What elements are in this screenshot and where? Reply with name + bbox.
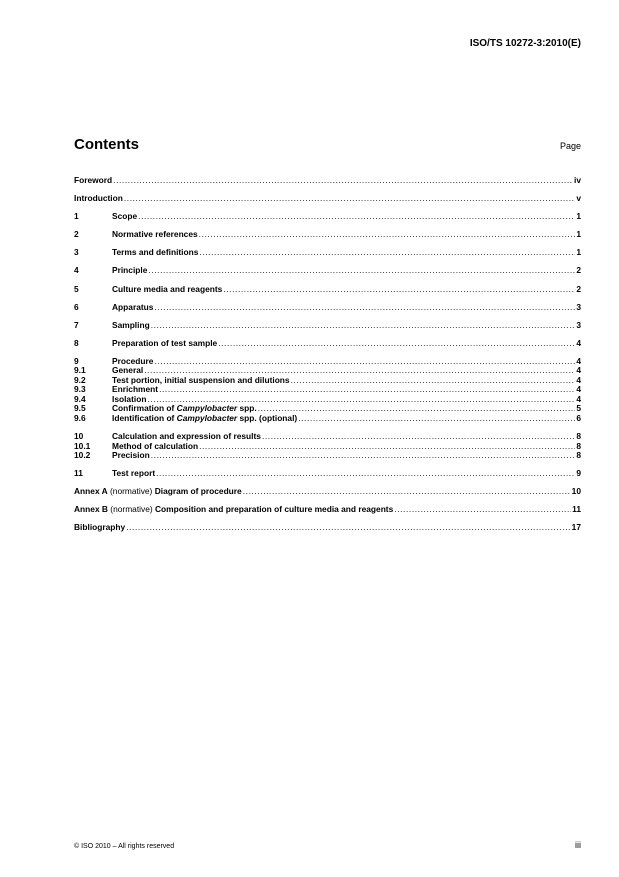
toc-entry-page: 3 — [576, 319, 581, 330]
toc-entry-page: 3 — [576, 301, 581, 312]
toc-entry-title: Culture media and reagents — [112, 283, 223, 294]
toc-entry-title: Introduction — [74, 193, 123, 204]
toc-entry-page: 1 — [576, 211, 581, 222]
toc-leader-dots — [148, 266, 575, 276]
toc-leader-dots — [218, 339, 575, 349]
toc-entry[interactable] — [74, 442, 581, 452]
toc-entry-page: 8 — [576, 450, 581, 461]
toc-entry-page: 4 — [576, 384, 581, 395]
toc-leader-dots — [258, 404, 576, 414]
toc-entry-title: Apparatus — [112, 301, 154, 312]
toc-annex-entry[interactable] — [74, 505, 581, 515]
page-column-label: Page — [559, 141, 581, 151]
toc-entry[interactable] — [74, 451, 581, 461]
toc-entry-title: Identification of Campylobacter spp. (optional) — [112, 412, 298, 423]
toc-leader-dots — [151, 321, 576, 331]
copyright-notice: © ISO 2010 – All rights reserved — [74, 843, 175, 850]
toc-entry-page: 2 — [576, 265, 581, 276]
toc-entry[interactable] — [74, 357, 581, 367]
toc-entry[interactable] — [74, 339, 581, 349]
toc-entry-number: 10 — [74, 431, 84, 442]
toc-entry-number: 10.2 — [74, 450, 91, 461]
toc-leader-dots — [291, 376, 576, 386]
toc-entry-page: 9 — [576, 468, 581, 479]
toc-annex-title: Annex B (normative) Composition and preparation of culture media and reagents — [74, 504, 394, 515]
toc-leader-dots — [113, 176, 573, 186]
toc-entry[interactable] — [74, 469, 581, 479]
toc-leader-dots — [199, 230, 576, 240]
toc-leader-dots — [154, 357, 575, 367]
toc-entry-number: 3 — [74, 247, 79, 258]
toc-entry-title: Test portion, initial suspension and dilutions — [112, 374, 290, 385]
toc-entry-title: Confirmation of Campylobacter spp. — [112, 403, 257, 414]
toc-entry[interactable] — [74, 303, 581, 313]
toc-leader-dots — [199, 442, 575, 452]
toc-entry-page: 8 — [576, 431, 581, 442]
toc-entry-page: iv — [574, 175, 581, 185]
toc-entry-page: 2 — [576, 283, 581, 294]
toc-entry-number: 7 — [74, 319, 79, 330]
table-of-contents — [74, 176, 581, 533]
toc-leader-dots — [154, 303, 575, 313]
toc-entry-number: 11 — [74, 468, 83, 479]
toc-entry-title: Precision — [112, 450, 150, 461]
toc-annex-entry[interactable] — [74, 487, 581, 497]
toc-entry-title: Calculation and expression of results — [112, 431, 261, 442]
toc-leader-dots — [156, 469, 575, 479]
toc-entry-title: Terms and definitions — [112, 247, 199, 258]
toc-leader-dots — [138, 212, 575, 222]
toc-leader-dots — [298, 414, 575, 424]
toc-entry-title: Test report — [112, 468, 156, 479]
toc-leader-dots — [394, 505, 571, 515]
toc-entry-title: Procedure — [112, 355, 154, 366]
toc-annex-page: 11 — [572, 504, 581, 515]
toc-entry-title: Normative references — [112, 229, 198, 240]
toc-entry-title: Sampling — [112, 319, 150, 330]
toc-entry[interactable] — [74, 230, 581, 240]
toc-entry-number: 6 — [74, 301, 79, 312]
toc-entry-title: Principle — [112, 265, 148, 276]
toc-entry-page: 4 — [576, 374, 581, 385]
toc-entry-number: 9.3 — [74, 384, 86, 395]
toc-entry[interactable] — [74, 321, 581, 331]
toc-entry-title: General — [112, 365, 144, 376]
toc-entry-number: 4 — [74, 265, 79, 276]
toc-entry-page: 4 — [576, 355, 581, 366]
toc-leader-dots — [223, 285, 575, 295]
toc-annex-title: Annex A (normative) Diagram of procedure — [74, 486, 242, 497]
toc-bibliography-entry[interactable] — [74, 523, 581, 533]
toc-leader-dots — [199, 248, 575, 258]
toc-entry-page: 6 — [576, 412, 581, 423]
toc-leader-dots — [151, 451, 576, 461]
toc-leader-dots — [124, 194, 575, 204]
toc-entry-page: 4 — [576, 365, 581, 376]
toc-entry[interactable] — [74, 414, 581, 424]
toc-leader-dots — [126, 523, 570, 533]
toc-annex-page: 10 — [571, 486, 581, 497]
toc-entry-title: Foreword — [74, 175, 113, 185]
toc-entry-number: 2 — [74, 229, 79, 240]
toc-entry[interactable] — [74, 194, 581, 204]
toc-entry-number: 5 — [74, 283, 79, 294]
toc-entry[interactable] — [74, 285, 581, 295]
toc-entry-title: Method of calculation — [112, 440, 199, 451]
toc-leader-dots — [243, 487, 571, 497]
toc-entry-title: Enrichment — [112, 384, 159, 395]
toc-entry-number: 1 — [74, 211, 79, 222]
toc-entry-number: 9.1 — [74, 365, 86, 376]
toc-entry-page: 4 — [576, 337, 581, 348]
toc-entry-page: 4 — [576, 393, 581, 404]
toc-entry-number: 9.5 — [74, 403, 86, 414]
toc-bibliography-title: Bibliography — [74, 522, 126, 533]
toc-entry[interactable] — [74, 212, 581, 222]
toc-entry[interactable] — [74, 385, 581, 395]
toc-entry[interactable] — [74, 176, 581, 186]
document-id: ISO/TS 10272-3:2010(E) — [469, 38, 581, 49]
toc-entry-number: 9.6 — [74, 412, 86, 423]
toc-entry-number: 10.1 — [74, 440, 91, 451]
toc-entry[interactable] — [74, 248, 581, 258]
toc-entry-title: Scope — [112, 211, 138, 222]
toc-entry-number: 9.2 — [74, 374, 86, 385]
toc-entry-page: 8 — [576, 440, 581, 451]
toc-entry-page: 5 — [576, 403, 581, 414]
page-number: iii — [575, 840, 581, 850]
contents-title: Contents — [74, 136, 139, 153]
toc-entry-title: Preparation of test sample — [112, 337, 218, 348]
toc-entry[interactable] — [74, 266, 581, 276]
toc-entry-page: 1 — [576, 247, 581, 258]
toc-entry-number: 8 — [74, 337, 79, 348]
toc-leader-dots — [262, 432, 575, 442]
toc-entry-title: Isolation — [112, 393, 147, 404]
toc-entry-page: v — [576, 193, 581, 204]
toc-entry-page: 1 — [576, 229, 581, 240]
toc-leader-dots — [159, 385, 575, 395]
toc-bibliography-page: 17 — [571, 522, 581, 533]
toc-entry-number: 9.4 — [74, 393, 86, 404]
toc-entry-number: 9 — [74, 355, 79, 366]
